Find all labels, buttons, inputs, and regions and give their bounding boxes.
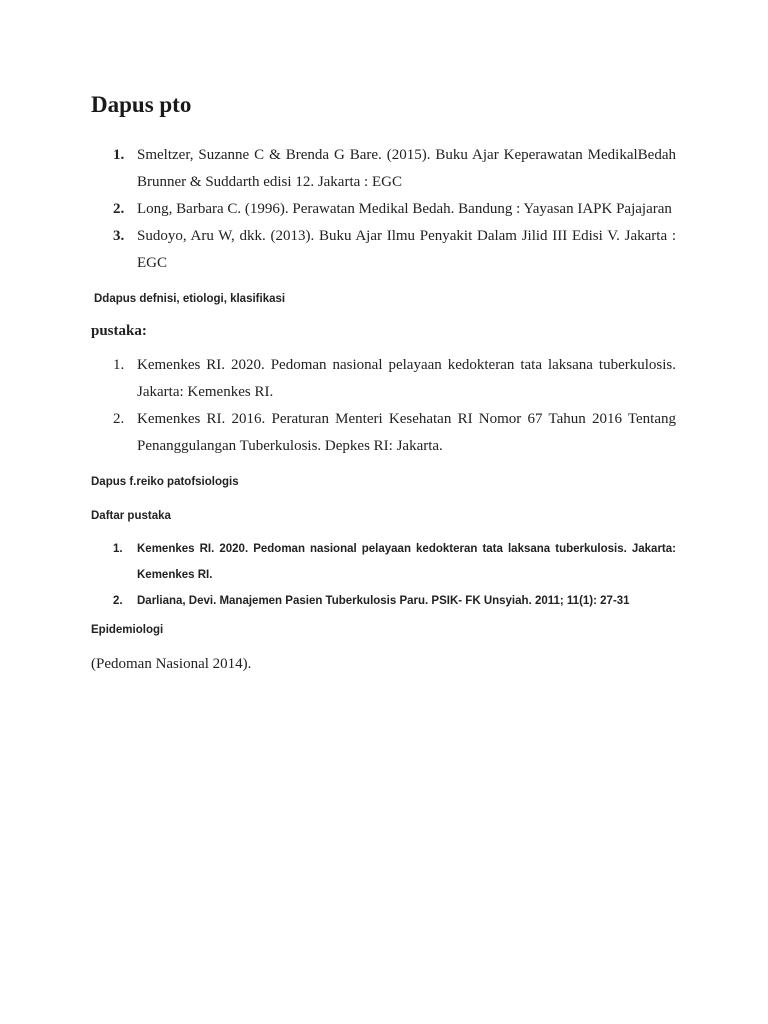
list-item [0,588,676,614]
list-item-number: 3. [113,228,125,244]
list-item [0,406,676,460]
list-item [0,196,676,223]
list-item-text: Kemenkes RI. 2016. Peraturan Menteri Kesehatan RI Nomor 67 Tahun 2016 Tentang Penanggulangan Tuberkulosis. Depkes RI: Jakarta. [137,411,676,454]
section-heading-patofisiologi: Dapus f.reiko patofsiologis [91,476,239,488]
list-item-text: Kemenkes RI. 2020. Pedoman nasional pelayaan kedokteran tata laksana tuberkulosis. Jakarta: Kemenkes RI. [137,543,676,581]
list-item-number: 1. [113,147,125,163]
reference-list-definisi [0,352,676,460]
list-item [0,142,676,196]
citation-text: (Pedoman Nasional 2014). [91,656,252,672]
list-item-text: Smeltzer, Suzanne C & Brenda G Bare. (2015). Buku Ajar Keperawatan MedikalBedah Brunner & Suddarth edisi 12. Jakarta : EGC [137,147,676,190]
list-item-text: Sudoyo, Aru W, dkk. (2013). Buku Ajar Ilmu Penyakit Dalam Jilid III Edisi V. Jakarta : EGC [137,228,676,271]
reference-list-pto [0,142,676,277]
page-title: Dapus pto [91,92,192,117]
section-heading-epidemiologi: Epidemiologi [91,624,164,636]
list-item [0,352,676,406]
list-item [0,536,676,588]
list-item-text: Darliana, Devi. Manajemen Pasien Tuberkulosis Paru. PSIK- FK Unsyiah. 2011; 11(1): 27-31 [137,595,630,607]
reference-list-patofisiologi [0,536,676,614]
list-item [0,223,676,277]
list-item-text: Long, Barbara C. (1996). Perawatan Medikal Bedah. Bandung : Yayasan IAPK Pajajaran [137,201,672,217]
list-item-number: 2. [113,595,123,607]
section-heading-pustaka: pustaka: [91,323,147,339]
list-item-number: 2. [113,411,125,427]
section-heading-definisi: Ddapus defnisi, etiologi, klasifikasi [94,293,286,305]
list-item-number: 1. [113,357,125,373]
section-heading-daftar-pustaka: Daftar pustaka [91,510,171,522]
list-item-number: 2. [113,201,125,217]
list-item-number: 1. [113,543,123,555]
list-item-text: Kemenkes RI. 2020. Pedoman nasional pelayaan kedokteran tata laksana tuberkulosis. Jakarta: Kemenkes RI. [137,357,676,400]
